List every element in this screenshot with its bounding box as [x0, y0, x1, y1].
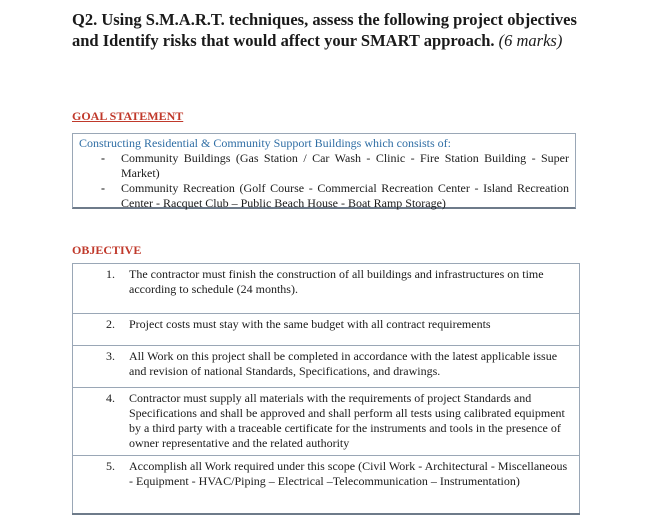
question-text: Q2. Using S.M.A.R.T. techniques, assess the following project objectives and Identify risks that would affect your SMART approach.: [72, 10, 577, 50]
objective-text: The contractor must finish the construction of all buildings and infrastructures on time according to schedule (24 months).: [123, 264, 580, 314]
goal-statement-box: [72, 133, 576, 209]
bullet-dash: -: [101, 151, 105, 165]
question-marks: (6 marks): [498, 31, 563, 50]
goal-item-text: Community Buildings (Gas Station / Car Wash - Clinic - Fire Station Building - Super Market): [121, 151, 569, 180]
goal-item-community-buildings: [79, 151, 569, 181]
objective-text: All Work on this project shall be completed in accordance with the latest applicable issue and revision of national Standards, Specifications, and drawings.: [123, 346, 580, 388]
objective-text: Accomplish all Work required under this scope (Civil Work - Architectural - Miscellaneous - Equipment - HVAC/Piping – Electrical –Telecommunication – Instrumentation): [123, 456, 580, 515]
goal-statement-heading: GOAL STATEMENT: [72, 109, 184, 123]
objective-text: Project costs must stay with the same budget with all contract requirements: [123, 314, 580, 346]
goal-item-text: Community Recreation (Golf Course - Commercial Recreation Center - Island Recreation Center - Racquet Club – Public Beach House - Boat Ramp Storage): [121, 181, 569, 210]
objective-number: 2.: [73, 314, 124, 346]
goal-item-community-recreation: [79, 181, 569, 211]
objective-heading: OBJECTIVE: [72, 243, 142, 257]
objective-number: 4.: [73, 388, 124, 456]
question-heading: [72, 9, 592, 51]
objective-row: [73, 388, 580, 456]
objective-number: 1.: [73, 264, 124, 314]
bullet-dash: -: [101, 181, 105, 195]
objective-number: 5.: [73, 456, 124, 515]
objective-row: [73, 314, 580, 346]
goal-intro: Constructing Residential & Community Support Buildings which consists of:: [79, 136, 451, 150]
objective-number: 3.: [73, 346, 124, 388]
objective-row: [73, 456, 580, 515]
objective-row: [73, 346, 580, 388]
objectives-table: [72, 263, 580, 515]
objective-text: Contractor must supply all materials with the requirements of project Standards and Specifications and shall be approved and shall perform all tests using calibrated equipment by a third party with a traceable certificate for the instruments and tools in the presence of owner representative and the related authority: [123, 388, 580, 456]
objective-row: [73, 264, 580, 314]
